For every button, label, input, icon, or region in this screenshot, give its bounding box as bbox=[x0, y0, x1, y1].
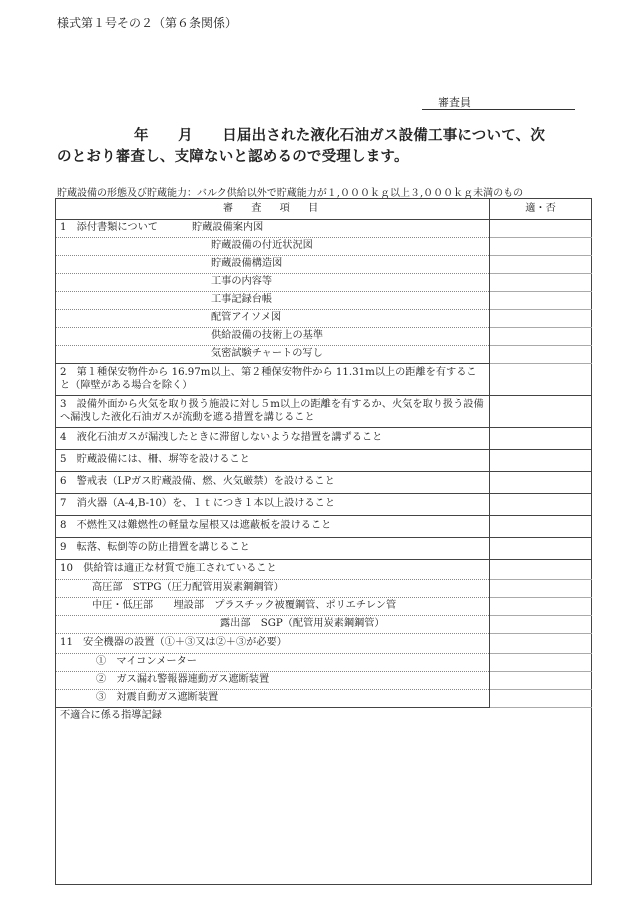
item-2: 2 第１種保安物件から 16.97m以上、第２種保安物件から 11.31m以上の距離を有すること（障壁がある場合を除く） bbox=[56, 364, 490, 396]
form-number: 様式第１号その２（第６条関係） bbox=[57, 16, 238, 30]
item-6: 6 警戒表（LPガス貯蔵設備、燃、火気厳禁）を設けること bbox=[56, 472, 490, 494]
result-cell[interactable] bbox=[490, 396, 592, 428]
item-10: 10 供給管は適正な材質で施工されていること bbox=[56, 560, 490, 580]
item-11-sub-1: ② ガス漏れ警報器連動ガス遮断装置 bbox=[56, 672, 490, 690]
result-cell[interactable] bbox=[490, 494, 592, 516]
declaration-line-1: 年 月 日届出された液化石油ガス設備工事について、次 bbox=[134, 127, 546, 144]
result-cell[interactable] bbox=[490, 690, 592, 708]
examiner-signature-field[interactable]: 審査員 bbox=[422, 94, 575, 110]
result-cell[interactable] bbox=[490, 292, 592, 310]
item-1-doc-7: 気密試験チャートの写し bbox=[56, 346, 490, 364]
item-4: 4 液化石油ガスが漏洩したときに滞留しないような措置を講ずること bbox=[56, 428, 490, 450]
result-cell[interactable] bbox=[490, 472, 592, 494]
result-cell[interactable] bbox=[490, 256, 592, 274]
item-9: 9 転落、転倒等の防止措置を講じること bbox=[56, 538, 490, 560]
item-1-doc-2: 貯蔵設備構造図 bbox=[56, 256, 490, 274]
item-10-sub-2: 露出部 SGP（配管用炭素鋼鋼管） bbox=[56, 616, 490, 634]
result-cell[interactable] bbox=[490, 580, 592, 598]
item-8: 8 不燃性又は難燃性の軽量な屋根又は遮蔽板を設けること bbox=[56, 516, 490, 538]
result-cell[interactable] bbox=[490, 616, 592, 634]
result-cell[interactable] bbox=[490, 364, 592, 396]
item-1-doc-1: 貯蔵設備の付近状況図 bbox=[56, 238, 490, 256]
item-11-sub-0: ① マイコンメーター bbox=[56, 654, 490, 672]
item-11: 11 安全機器の設置（①＋③又は②＋③が必要） bbox=[56, 634, 490, 654]
result-cell[interactable] bbox=[490, 560, 592, 580]
result-cell[interactable] bbox=[490, 516, 592, 538]
result-cell[interactable] bbox=[490, 328, 592, 346]
result-cell[interactable] bbox=[490, 672, 592, 690]
result-cell[interactable] bbox=[490, 654, 592, 672]
item-1-row bbox=[56, 220, 490, 238]
result-cell[interactable] bbox=[490, 274, 592, 292]
result-cell[interactable] bbox=[490, 428, 592, 450]
item-10-sub-0: 高圧部 STPG（圧力配管用炭素鋼鋼管） bbox=[56, 580, 490, 598]
storage-caption: 貯蔵設備の形態及び貯蔵能力：バルク供給以外で貯蔵能力が１,０００ｋｇ以上３,０００ｋｇ未満のもの bbox=[57, 188, 524, 199]
result-cell[interactable] bbox=[490, 238, 592, 256]
declaration-line-2: のとおり審査し、支障ないと認めるので受理します。 bbox=[57, 148, 409, 165]
result-cell[interactable] bbox=[490, 450, 592, 472]
item-10-sub-1: 中圧・低圧部 埋設部 プラスチック被覆鋼管、ポリエチレン管 bbox=[56, 598, 490, 616]
item-7: 7 消火器（A-4,B-10）を、１ｔにつき１本以上設けること bbox=[56, 494, 490, 516]
item-1-doc-0: 貯蔵設備案内図 bbox=[191, 222, 264, 234]
item-1-doc-4: 工事記録台帳 bbox=[56, 292, 490, 310]
inspection-table bbox=[55, 198, 592, 885]
item-1-doc-3: 工事の内容等 bbox=[56, 274, 490, 292]
item-1-doc-5: 配管アイソメ図 bbox=[56, 310, 490, 328]
result-cell[interactable] bbox=[490, 310, 592, 328]
result-cell[interactable] bbox=[490, 634, 592, 654]
result-cell[interactable] bbox=[490, 538, 592, 560]
result-cell[interactable] bbox=[490, 598, 592, 616]
result-cell[interactable] bbox=[490, 220, 592, 238]
item-1-doc-6: 供給設備の技術上の基準 bbox=[56, 328, 490, 346]
item-1-label: 1 添付書類について bbox=[60, 222, 158, 234]
header-item: 審 査 項 目 bbox=[56, 199, 490, 220]
result-cell[interactable] bbox=[490, 346, 592, 364]
item-11-sub-2: ③ 対震自動ガス遮断装置 bbox=[56, 690, 490, 708]
declaration bbox=[57, 125, 597, 167]
item-5: 5 貯蔵設備には、柵、塀等を設けること bbox=[56, 450, 490, 472]
guidance-record[interactable]: 不適合に係る指導記録 bbox=[56, 708, 592, 885]
header-result: 適・否 bbox=[490, 199, 592, 220]
item-3: 3 設備外面から火気を取り扱う施設に対し５m以上の距離を有するか、火気を取り扱う設備へ漏洩した液化石油ガスが流動を遮る措置を講じること bbox=[56, 396, 490, 428]
